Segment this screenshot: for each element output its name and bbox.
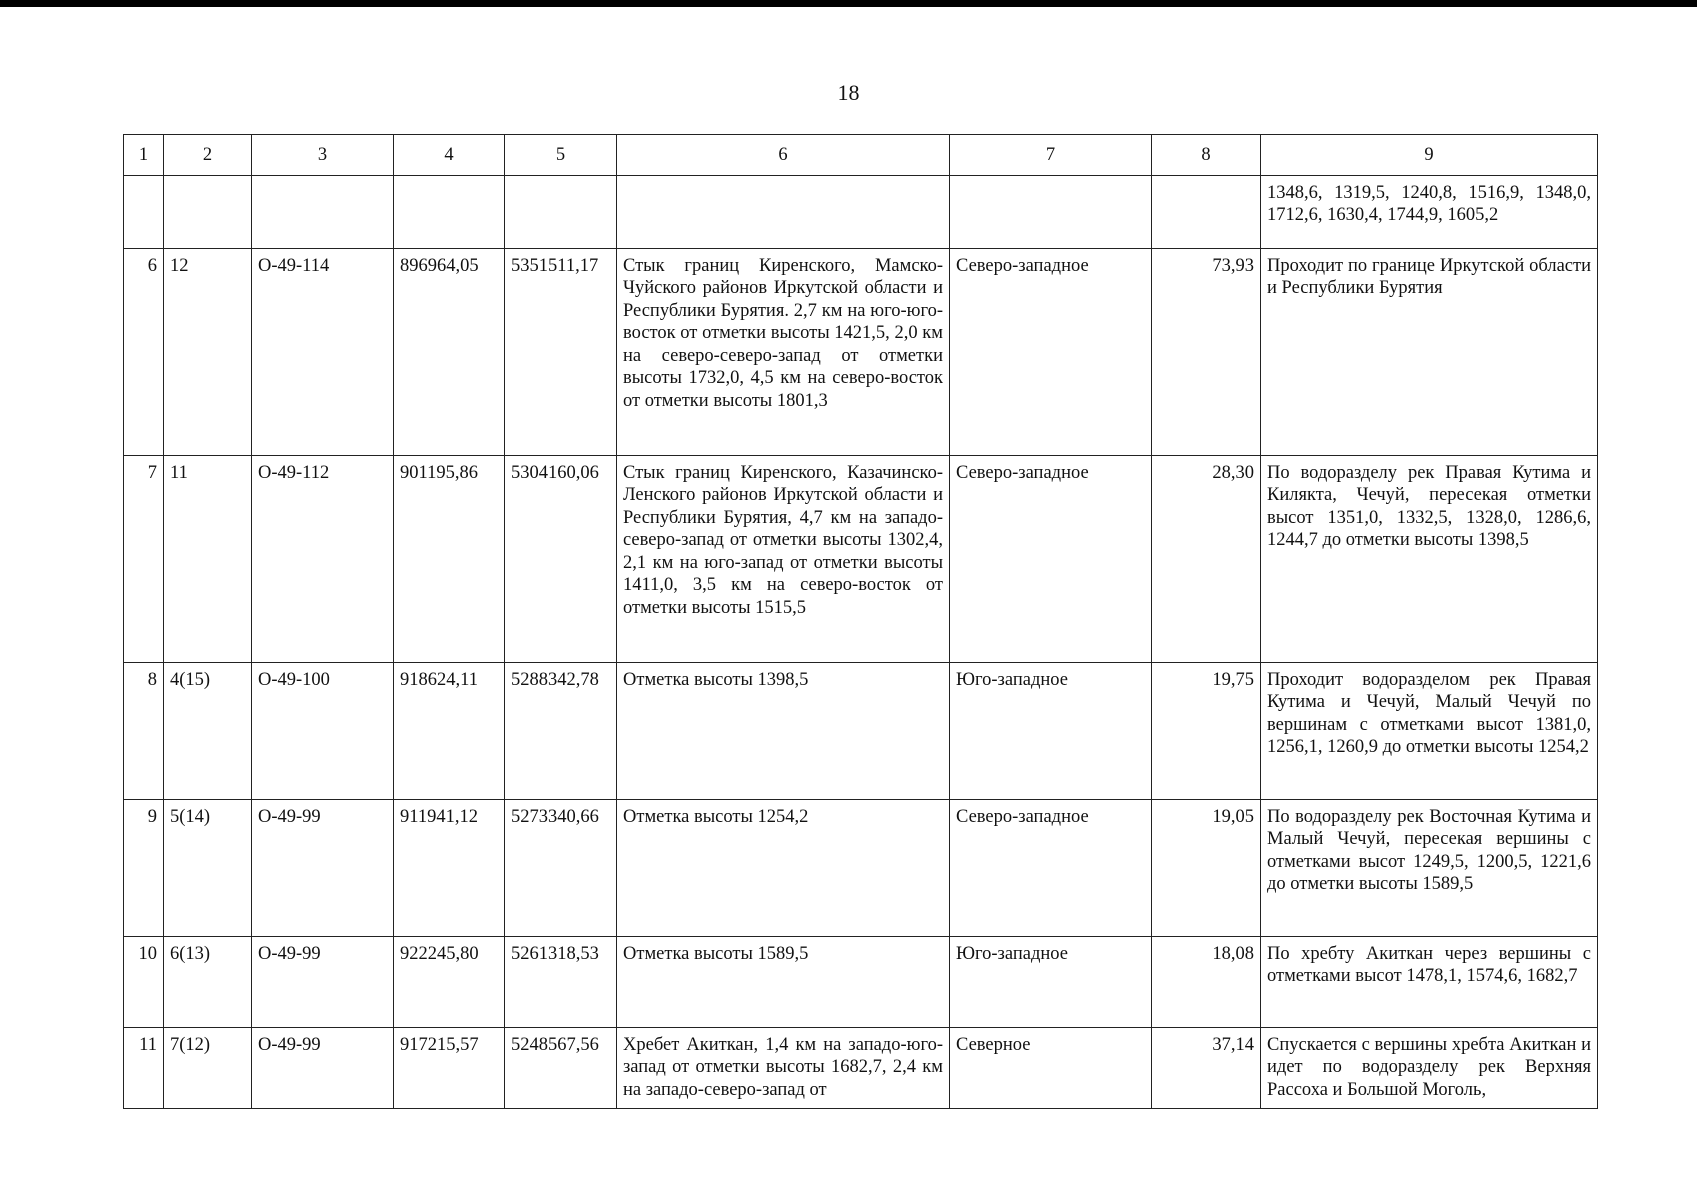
header-cell: 8 [1152,135,1261,176]
boundary-description: По хребту Акиткан через вершины с отметками высот 1478,1, 1574,6, 1682,7 [1261,936,1598,1027]
boundary-description: По водоразделу рек Правая Кутима и Килякта, Чечуй, пересекая отметки высот 1351,0, 1332,5, 1328,0, 1286,6, 1244,7 до отметки высоты 1398,5 [1261,455,1598,662]
boundary-description: Проходит водоразделом рек Правая Кутима и Чечуй, Малый Чечуй по вершинам с отметками высот 1381,0, 1256,1, 1260,9 до отметки высоты 1254,2 [1261,662,1598,799]
map-sheet: O-49-100 [252,662,394,799]
coordinate-y: 5248567,56 [505,1027,617,1108]
direction: Северо-западное [950,799,1152,936]
point-description: Стык границ Киренского, Мамско-Чуйского районов Иркутской области и Республики Бурятия. 2,7 км на юго-юго-восток от отметки высоты 1421,5, 2,0 км на северо-северо-запад от отметки высоты 1732,0, 4,5 км на северо-восток от отметки высоты 1801,3 [617,248,950,455]
map-sheet: O-49-99 [252,799,394,936]
coordinate-y: 5273340,66 [505,799,617,936]
point-number: 6(13) [164,936,252,1027]
header-cell: 7 [950,135,1152,176]
row-number: 10 [124,936,164,1027]
coordinate-x: 922245,80 [394,936,505,1027]
header-cell: 6 [617,135,950,176]
coordinate-x: 911941,12 [394,799,505,936]
header-cell: 3 [252,135,394,176]
point-description: Отметка высоты 1254,2 [617,799,950,936]
table-row [124,455,1598,662]
point-number: 4(15) [164,662,252,799]
map-sheet: O-49-99 [252,1027,394,1108]
point-description: Отметка высоты 1398,5 [617,662,950,799]
coordinate-x: 918624,11 [394,662,505,799]
row-number: 9 [124,799,164,936]
header-cell: 1 [124,135,164,176]
header-cell: 4 [394,135,505,176]
table-row [124,248,1598,455]
row-number: 7 [124,455,164,662]
continuation-row [124,175,1598,248]
point-description: Хребет Акиткан, 1,4 км на западо-юго-запад от отметки высоты 1682,7, 2,4 км на западо-северо-запад от [617,1027,950,1108]
header-row [124,135,1598,176]
coordinate-y: 5351511,17 [505,248,617,455]
row-number: 11 [124,1027,164,1108]
header-cell: 9 [1261,135,1598,176]
boundary-description: По водоразделу рек Восточная Кутима и Малый Чечуй, пересекая вершины с отметками высот 1249,5, 1200,5, 1221,6 до отметки высоты 1589,5 [1261,799,1598,936]
length: 19,75 [1152,662,1261,799]
boundary-table [123,134,1598,1109]
point-number: 7(12) [164,1027,252,1108]
row-number: 8 [124,662,164,799]
coordinate-y: 5304160,06 [505,455,617,662]
coordinate-y: 5288342,78 [505,662,617,799]
map-sheet: O-49-112 [252,455,394,662]
boundary-description: Проходит по границе Иркутской области и Республики Бурятия [1261,248,1598,455]
point-description: Стык границ Киренского, Казачинско-Ленского районов Иркутской области и Республики Бурятия, 4,7 км на западо-северо-запад от отметки высоты 1302,4, 2,1 км на юго-запад от отметки высоты 1411,0, 3,5 км на северо-восток от отметки высоты 1515,5 [617,455,950,662]
boundary-description: Спускается с вершины хребта Акиткан и идет по водоразделу рек Верхняя Рассоха и Большой Моголь, [1261,1027,1598,1108]
row-number: 6 [124,248,164,455]
length: 18,08 [1152,936,1261,1027]
table-row [124,936,1598,1027]
table-row [124,799,1598,936]
header-cell: 5 [505,135,617,176]
point-number: 12 [164,248,252,455]
point-description: Отметка высоты 1589,5 [617,936,950,1027]
coordinate-y: 5261318,53 [505,936,617,1027]
length: 19,05 [1152,799,1261,936]
coordinate-x: 917215,57 [394,1027,505,1108]
point-number: 11 [164,455,252,662]
direction: Северное [950,1027,1152,1108]
top-scan-edge [0,0,1697,7]
map-sheet: O-49-99 [252,936,394,1027]
point-number: 5(14) [164,799,252,936]
direction: Юго-западное [950,936,1152,1027]
map-sheet: O-49-114 [252,248,394,455]
length: 28,30 [1152,455,1261,662]
direction: Юго-западное [950,662,1152,799]
table-row [124,662,1598,799]
length: 73,93 [1152,248,1261,455]
length: 37,14 [1152,1027,1261,1108]
coordinate-x: 901195,86 [394,455,505,662]
direction: Северо-западное [950,455,1152,662]
continuation-heights-cell: 1348,6, 1319,5, 1240,8, 1516,9, 1348,0, 1712,6, 1630,4, 1744,9, 1605,2 [1261,175,1598,248]
page-number: 18 [837,80,860,105]
header-cell: 2 [164,135,252,176]
table-row [124,1027,1598,1108]
direction: Северо-западное [950,248,1152,455]
coordinate-x: 896964,05 [394,248,505,455]
